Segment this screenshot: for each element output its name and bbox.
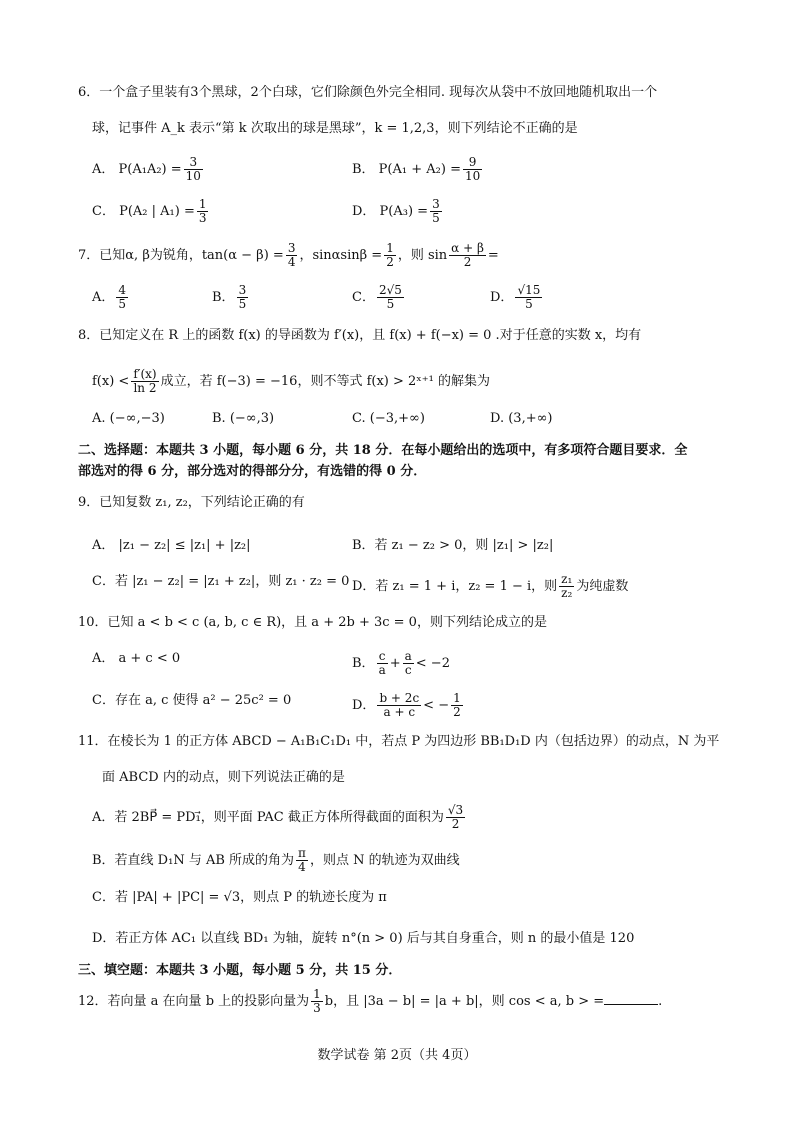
- q7-c-den: 5: [386, 297, 395, 311]
- q12-den: 3: [313, 1001, 321, 1015]
- q6-c-den: 3: [198, 211, 207, 225]
- q7-d3: 2: [463, 255, 472, 269]
- q8-l2-pre: f(x) <: [92, 374, 130, 389]
- q7-frac-sin: [384, 242, 396, 269]
- q8-stem-line2: [92, 368, 490, 395]
- q9-d-num: z₁: [561, 572, 573, 586]
- q10-b-d2: c: [404, 663, 412, 677]
- q12-num: 1: [313, 987, 321, 1001]
- q11-a-den: 2: [451, 817, 460, 831]
- q11-stem-line1: 11．在棱长为 1 的正方体 ABCD − A₁B₁C₁D₁ 中，若点 P 为四边形 BB₁D₁D 内（包括边界）的动点，N 为平: [78, 734, 720, 749]
- q7-frac-half-angle: [449, 242, 486, 269]
- section2-heading-line1: 二、选择题：本题共 3 小题，每小题 6 分，共 18 分．在每小题给出的选项中，有多项符合题目要求．全: [78, 443, 688, 458]
- q10-d-label: D．: [352, 698, 376, 713]
- q11-option-c: C．若 |PA| + |PC| = √3，则点 P 的轨迹长度为 π: [92, 890, 387, 905]
- q9-d-frac: [559, 573, 574, 600]
- q10-stem: 10．已知 a < b < c (a, b, c ∈ R)，且 a + 2b + 3c = 0，则下列结论成立的是: [78, 615, 547, 630]
- q6-c-num: 1: [198, 197, 207, 211]
- q11-a-num: √3: [447, 803, 464, 817]
- q6-option-c-text: C． P(A₂ | A₁) =: [92, 204, 195, 219]
- q10-d-frac1: [377, 692, 421, 719]
- q10-option-c: C．存在 a, c 使得 a² − 25c² = 0: [92, 693, 292, 708]
- q10-b-frac1: [377, 650, 388, 677]
- q11-a-text: A．若 2BP⃗ = PD₁⃗，则平面 PAC 截正方体所得截面的面积为: [92, 810, 444, 825]
- q10-b-plus: +: [389, 656, 401, 671]
- q7-a-num: 4: [118, 283, 127, 297]
- q7-d-num: √15: [517, 283, 541, 297]
- q7-d1: 4: [287, 255, 296, 269]
- q9-d-post: 为纯虚数: [576, 579, 629, 594]
- q12-post: b，且 |3a − b| = |a + b|，则 cos < a, b > =: [324, 994, 605, 1009]
- q7-b-frac: [237, 284, 249, 311]
- q6-option-c-fraction: [197, 198, 209, 225]
- q10-d-d2: 2: [453, 705, 461, 719]
- q6-option-a-text: A． P(A₁A₂) =: [92, 162, 182, 177]
- q7-d2: 2: [386, 255, 394, 269]
- q11-stem-line2: 面 ABCD 内的动点，则下列说法正确的是: [102, 770, 345, 785]
- q11-a-frac: [446, 804, 465, 831]
- q9-d-den: z₂: [561, 586, 573, 600]
- q6-a-num: 3: [184, 156, 203, 170]
- q7-frac-tan: [286, 242, 298, 269]
- q6-option-d-fraction: [430, 198, 442, 225]
- q7-a-label: A．: [92, 290, 115, 305]
- q10-b-frac2: [403, 650, 414, 677]
- q6-b-num: 9: [463, 156, 482, 170]
- q6-stem-line1: 6．一个盒子里装有3个黑球，2个白球，它们除颜色外完全相同. 现每次从袋中不放回地随机取出一个: [78, 85, 658, 100]
- q10-option-d: [352, 692, 465, 719]
- q8-l2-post: 成立，若 f(−3) = −16，则不等式 f(x) > 2ˣ⁺¹ 的解集为: [160, 374, 491, 389]
- q12-pre: 12．若向量 a 在向量 b 上的投影向量为: [78, 994, 310, 1009]
- q9-option-b: B．若 z₁ − z₂ > 0，则 |z₁| > |z₂|: [352, 538, 554, 553]
- q11-option-d: D．若正方体 AC₁ 以直线 BD₁ 为轴，旋转 n°(n > 0) 后与其自身重合，则 n 的最小值是 120: [92, 931, 635, 946]
- q6-option-a-fraction: [184, 156, 203, 183]
- q9-option-c: C．若 |z₁ − z₂| = |z₁ + z₂|，则 z₁ · z₂ = 0: [92, 574, 350, 589]
- q11-b-den: 4: [298, 860, 306, 874]
- q7-stem-mid: ，sinαsinβ =: [299, 248, 383, 263]
- q8-l2-frac: [131, 368, 158, 395]
- q7-option-a: [92, 284, 130, 311]
- q11-b-text: B．若直线 D₁N 与 AB 所成的角为: [92, 853, 295, 868]
- q7-c-num: 2√5: [378, 283, 402, 297]
- q10-b-n1: c: [377, 650, 388, 664]
- q6-b-den: 10: [464, 169, 481, 183]
- q7-c-label: C．: [352, 290, 375, 305]
- q7-a-frac: [116, 284, 128, 311]
- q7-n3: α + β: [451, 241, 484, 255]
- q12-frac: [311, 988, 323, 1015]
- q10-b-d1: a: [378, 663, 386, 677]
- q8-option-b: B. (−∞,3): [212, 411, 275, 426]
- q7-option-c: [352, 284, 406, 311]
- q7-d-label: D．: [490, 290, 514, 305]
- q6-option-a: [92, 156, 205, 183]
- q9-stem: 9．已知复数 z₁, z₂，下列结论正确的有: [78, 495, 305, 510]
- page-footer: 数学试卷 第 2页（共 4页）: [317, 1048, 477, 1063]
- q8-l2-den: ln 2: [133, 381, 157, 395]
- q7-b-den: 5: [238, 297, 247, 311]
- q6-option-d-text: D． P(A₃) =: [352, 204, 429, 219]
- q11-option-b: [92, 847, 460, 874]
- q8-option-d: D. (3,+∞): [490, 411, 553, 426]
- q6-a-den: 10: [185, 169, 201, 183]
- q12-stem: [78, 988, 662, 1015]
- q6-d-num: 3: [432, 197, 440, 211]
- q12-answer-blank[interactable]: [604, 1004, 658, 1005]
- q7-c-frac: [377, 284, 404, 311]
- q10-b-label: B．: [352, 656, 375, 671]
- q6-option-d: [352, 198, 444, 225]
- q6-d-den: 5: [432, 211, 440, 225]
- q7-stem-pre: 7．已知α, β为锐角，tan(α − β) =: [78, 248, 284, 263]
- section2-heading-line2: 部选对的得 6 分，部分选对的得部分分，有选错的得 0 分．: [78, 464, 427, 479]
- q8-option-a: A. (−∞,−3): [92, 411, 165, 426]
- q8-stem-line1: 8．已知定义在 R 上的函数 f(x) 的导函数为 f′(x)，且 f(x) + f(−x) = 0 .对于任意的实数 x，均有: [78, 328, 642, 343]
- q6-option-b-text: B． P(A₁ + A₂) =: [352, 162, 461, 177]
- q9-d-pre: D．若 z₁ = 1 + i，z₂ = 1 − i，则: [352, 579, 558, 594]
- q7-option-b: [212, 284, 250, 311]
- q10-d-den: a + c: [383, 705, 416, 719]
- q9-option-a: A． |z₁ − z₂| ≤ |z₁| + |z₂|: [92, 538, 251, 553]
- q7-a-den: 5: [118, 297, 127, 311]
- q7-option-d: [490, 284, 544, 311]
- section3-heading: 三、填空题：本题共 3 小题，每小题 5 分，共 15 分．: [78, 963, 402, 978]
- q7-b-num: 3: [238, 283, 247, 297]
- q10-b-post: < −2: [415, 656, 450, 671]
- q7-stem: [78, 242, 499, 269]
- q6-option-c: [92, 198, 210, 225]
- q7-b-label: B．: [212, 290, 235, 305]
- q6-stem-line2: 球，记事件 A_k 表示“第 k 次取出的球是黑球”，k = 1,2,3，则下列结论不正确的是: [92, 121, 578, 136]
- q9-option-d: [352, 573, 628, 600]
- q10-option-a: A． a + c < 0: [92, 651, 181, 666]
- q6-option-b-fraction: [463, 156, 482, 183]
- q8-option-c: C. (−3,+∞): [352, 411, 425, 426]
- q7-n1: 3: [287, 241, 296, 255]
- q10-option-b: [352, 650, 450, 677]
- q11-b-num: π: [298, 846, 306, 860]
- q7-stem-mid2: ，则 sin: [397, 248, 448, 263]
- q7-d-den: 5: [525, 297, 533, 311]
- q12-end: .: [658, 994, 663, 1009]
- q11-b-post: ，则点 N 的轨迹为双曲线: [309, 853, 460, 868]
- q10-b-n2: a: [404, 649, 412, 663]
- q7-d-frac: [515, 284, 542, 311]
- q10-d-n2: 1: [453, 691, 461, 705]
- q11-option-a: [92, 804, 467, 831]
- q10-d-mid: < −: [423, 698, 450, 713]
- q10-d-num: b + 2c: [379, 691, 420, 705]
- q10-d-frac2: [451, 692, 463, 719]
- q7-stem-post: =: [487, 248, 499, 263]
- q6-option-b: [352, 156, 484, 183]
- q8-l2-num: f′(x): [133, 367, 157, 381]
- q7-n2: 1: [386, 241, 394, 255]
- q11-b-frac: [296, 847, 308, 874]
